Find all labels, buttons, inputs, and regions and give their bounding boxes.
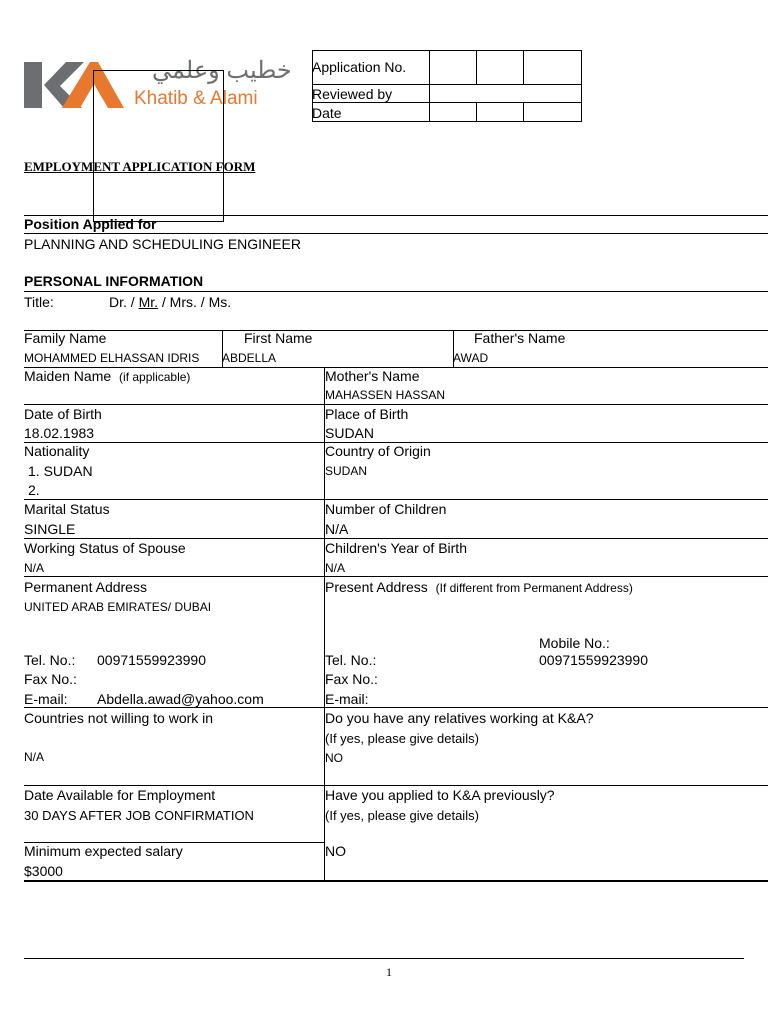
fax-label: Fax No.: (24, 671, 77, 687)
present-address-note: (If different from Permanent Address) (435, 581, 633, 595)
reviewed-by-label: Reviewed by (312, 86, 393, 102)
children-label: Number of Children (325, 501, 447, 517)
children-year-label: Children's Year of Birth (325, 540, 467, 556)
email-label: E-mail: (24, 691, 68, 707)
present-tel-label: Tel. No.: (325, 652, 377, 668)
admin-box (312, 50, 582, 122)
applied-note: (If yes, please give details) (325, 808, 479, 823)
mothers-name-value: MAHASSEN HASSAN (325, 388, 446, 402)
mobile-label: Mobile No.: (539, 635, 610, 651)
dob-label: Date of Birth (24, 406, 102, 422)
application-no-label: Application No. (312, 59, 407, 75)
salary-value: $3000 (24, 863, 63, 879)
marital-label: Marital Status (24, 501, 110, 517)
logo-arabic-text: خطيب وعلمي (152, 57, 292, 84)
title-options (109, 294, 231, 310)
date-label: Date (312, 105, 342, 121)
perm-address-label: Permanent Address (24, 579, 147, 595)
position-label: Position Applied for (24, 216, 157, 232)
mobile-value: 00971559923990 (539, 652, 649, 668)
applied-label: Have you applied to K&A previously? (325, 787, 555, 803)
children-value: N/A (325, 521, 349, 537)
relatives-value: NO (325, 751, 343, 765)
title-dr: Dr. / (109, 294, 135, 310)
title-label: Title: (24, 294, 54, 310)
page-number: 1 (386, 965, 392, 979)
marital-value: SINGLE (24, 521, 76, 537)
nationality-label: Nationality (24, 443, 90, 459)
pob-label: Place of Birth (325, 406, 409, 422)
pob-value: SUDAN (325, 425, 375, 441)
family-name-label: Family Name (24, 330, 107, 346)
country-origin-value: SUDAN (325, 464, 368, 478)
first-name-label: First Name (244, 330, 313, 346)
present-address-label: Present Address (If different from Permanent Address) (325, 579, 633, 595)
title-mr-selected: Mr. (138, 294, 159, 310)
form-title: EMPLOYMENT APPLICATION FORM (24, 159, 256, 174)
relatives-note: (If yes, please give details) (325, 731, 479, 746)
tel-label: Tel. No.: (24, 652, 76, 668)
country-origin-label: Country of Origin (325, 443, 431, 459)
nationality-1: 1. SUDAN (28, 463, 93, 479)
present-fax-label: Fax No.: (325, 671, 378, 687)
logo-latin-text: Khatib & Alami (134, 88, 258, 109)
email-value: Abdella.awad@yahoo.com (97, 691, 264, 707)
applied-value: NO (325, 843, 346, 859)
perm-address-value: UNITED ARAB EMIRATES/ DUBAI (24, 600, 212, 614)
position-value: PLANNING AND SCHEDULING ENGINEER (24, 236, 301, 252)
overlay-rectangle (93, 70, 224, 222)
countries-label: Countries not willing to work in (24, 710, 214, 726)
fathers-name-label: Father's Name (474, 330, 566, 346)
relatives-label: Do you have any relatives working at K&A? (325, 710, 594, 726)
personal-info-heading: PERSONAL INFORMATION (24, 273, 204, 289)
salary-label: Minimum expected salary (24, 843, 183, 859)
nationality-2: 2. (28, 482, 40, 498)
spouse-value: N/A (24, 561, 45, 575)
available-value: 30 DAYS AFTER JOB CONFIRMATION (24, 808, 254, 823)
children-year-value: N/A (325, 561, 346, 575)
family-name-value: MOHAMMED ELHASSAN IDRIS (24, 351, 200, 365)
title-rest: / Mrs. / Ms. (161, 294, 232, 310)
available-label: Date Available for Employment (24, 787, 216, 803)
mothers-name-label: Mother's Name (325, 368, 420, 384)
tel-value: 00971559923990 (97, 652, 207, 668)
spouse-label: Working Status of Spouse (24, 540, 186, 556)
maiden-name-label: Maiden Name (if applicable) (24, 368, 191, 384)
countries-value: N/A (24, 750, 45, 764)
dob-value: 18.02.1983 (24, 425, 95, 441)
fathers-name-value: AWAD (453, 351, 489, 365)
maiden-name-note: (if applicable) (119, 370, 191, 384)
present-email-label: E-mail: (325, 691, 369, 707)
first-name-value: ABDELLA (222, 351, 277, 365)
